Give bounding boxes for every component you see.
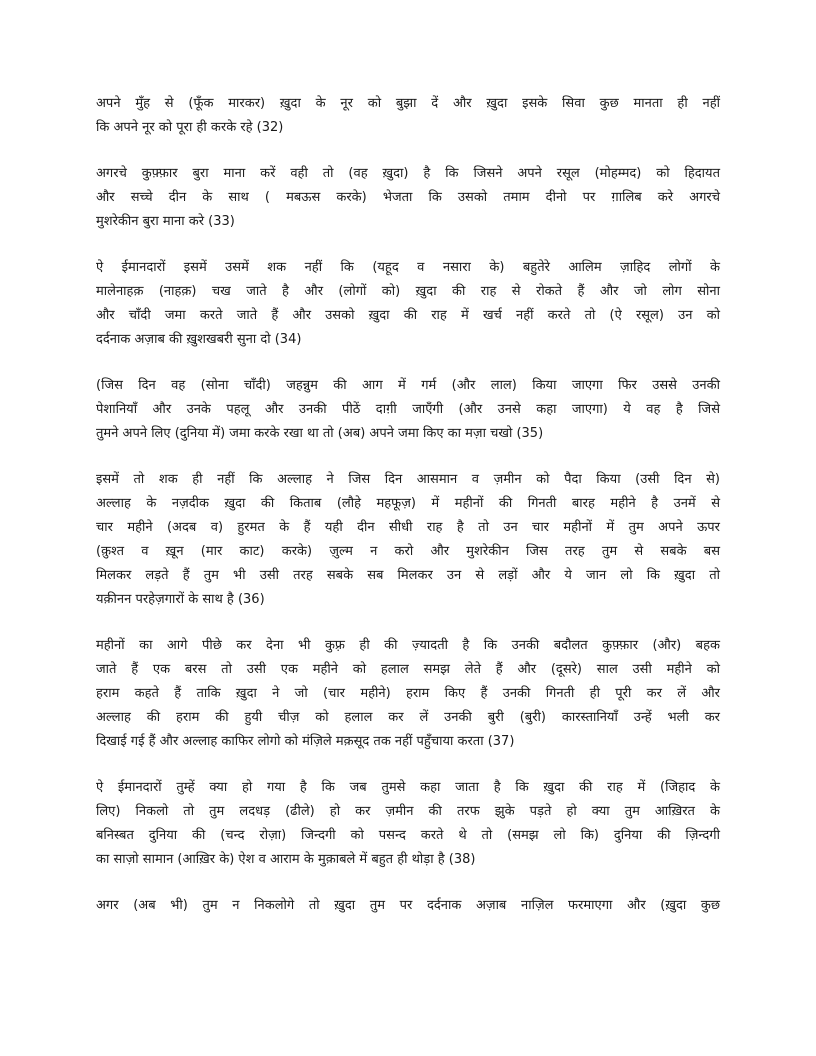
text-line: का साज़ो सामान (आख़िर के) ऐश व आराम के मुक़ाबले में बहुत ही थोड़ा है (38) [96,852,476,867]
text-line: कि अपने नूर को पूरा ही करके रहे (32) [96,120,284,135]
paragraph-verse-32 [96,92,720,140]
text-line: अगरचे कुफ़्फ़ार बुरा माना करें वही तो (वह ख़ुदा) है कि जिसने अपने रसूल (मोहम्मद) को हिदायत [96,166,720,181]
paragraph-verse-37 [96,634,720,754]
text-line: इसमें तो शक ही नहीं कि अल्लाह ने जिस दिन आसमान व ज़मीन को पैदा किया (उसी दिन से) [96,472,720,487]
text-line: मुशरेकीन बुरा माना करे (33) [96,214,235,229]
text-line: अपने मुँह से (फूँक मारकर) ख़ुदा के नूर को बुझा दें और ख़ुदा इसके सिवा कुछ मानता ही नहीं [96,96,720,111]
text-line: चार महीने (अदब व) हुरमत के हैं यही दीन सीधी राह है तो उन चार महीनों में तुम अपने ऊपर [96,520,720,535]
text-line: ऐ ईमानदारों तुम्हें क्या हो गया है कि जब तुमसे कहा जाता है कि ख़ुदा की राह में (जिहाद के [96,780,720,795]
text-line: अगर (अब भी) तुम न निकलोगे तो ख़ुदा तुम पर दर्दनाक अज़ाब नाज़िल फरमाएगा और (ख़ुदा कुछ [96,898,720,913]
text-line: हराम कहते हैं ताकि ख़ुदा ने जो (चार महीने) हराम किए हैं उनकी गिनती ही पूरी कर लें और [96,686,720,701]
text-line: ऐ ईमानदारों इसमें उसमें शक नहीं कि (यहूद व नसारा के) बहुतेरे आलिम ज़ाहिद लोगों के [96,260,720,275]
paragraph-verse-33 [96,162,720,234]
text-line: मिलकर लड़ते हैं तुम भी उसी तरह सबके सब मिलकर उन से लड़ों और ये जान लो कि ख़ुदा तो [96,568,720,583]
text-line: यक़ीनन परहेज़गारों के साथ है (36) [96,592,265,607]
paragraph-verse-35 [96,374,720,446]
paragraph-verse-36 [96,468,720,612]
paragraph-verse-38 [96,776,720,872]
text-line: (क़ुश्त व ख़ून (मार काट) करके) ज़ुल्म न करो और मुशरेकीन जिस तरह तुम से सबके बस [96,544,720,559]
text-line: अल्लाह के नज़दीक ख़ुदा की किताब (लौहे महफूज़) में महीनों की गिनती बारह महीने है उनमें से [96,496,720,511]
text-line: तुमने अपने लिए (दुनिया में) जमा करके रखा था तो (अब) अपने जमा किए का मज़ा चखो (35) [96,426,544,441]
text-line: अल्लाह की हराम की हुयी चीज़ को हलाल कर लें उनकी बुरी (बुरी) कारस्तानियाँ उन्हें भली कर [96,710,720,725]
text-line: (जिस दिन वह (सोना चाँदी) जहन्नुम की आग में गर्म (और लाल) किया जाएगा फिर उससे उनकी [96,378,720,393]
document-page [96,92,720,940]
text-line: लिए) निकलो तो तुम लदधड़ (ढीले) हो कर ज़मीन की तरफ झुके पड़ते हो क्या तुम आख़िरत के [96,804,720,819]
text-line: बनिस्बत दुनिया की (चन्द रोज़ा) जिन्दगी को पसन्द करते थे तो (समझ लो कि) दुनिया की ज़िन्दगी [96,828,720,843]
text-line: दिखाई गई हैं और अल्लाह काफिर लोगो को मंज़िले मक़सूद तक नहीं पहुँचाया करता (37) [96,734,515,749]
text-line: महीनों का आगे पीछे कर देना भी कुफ़्र ही की ज़्यादती है कि उनकी बदौलत कुफ़्फ़ार (और) बहक [96,638,720,653]
text-line: और चाँदी जमा करते जाते हैं और उसको ख़ुदा की राह में खर्च नहीं करते तो (ऐ रसूल) उन को [96,308,720,323]
text-line: दर्दनाक अज़ाब की ख़ुशखबरी सुना दो (34) [96,332,302,347]
paragraph-verse-39-partial [96,894,720,918]
text-line: पेशानियाँ और उनके पहलू और उनकी पीठें दाग़ी जाएँगी (और उनसे कहा जाएगा) ये वह है जिसे [96,402,720,417]
text-line: और सच्चे दीन के साथ ( मबऊस करके) भेजता कि उसको तमाम दीनो पर ग़ालिब करे अगरचे [96,190,720,205]
text-line: जाते हैं एक बरस तो उसी एक महीने को हलाल समझ लेते हैं और (दूसरे) साल उसी महीने को [96,662,720,677]
paragraph-verse-34 [96,256,720,352]
text-line: मालेनाहक़ (नाहक़) चख जाते है और (लोगों को) ख़ुदा की राह से रोकते हैं और जो लोग सोना [96,284,720,299]
